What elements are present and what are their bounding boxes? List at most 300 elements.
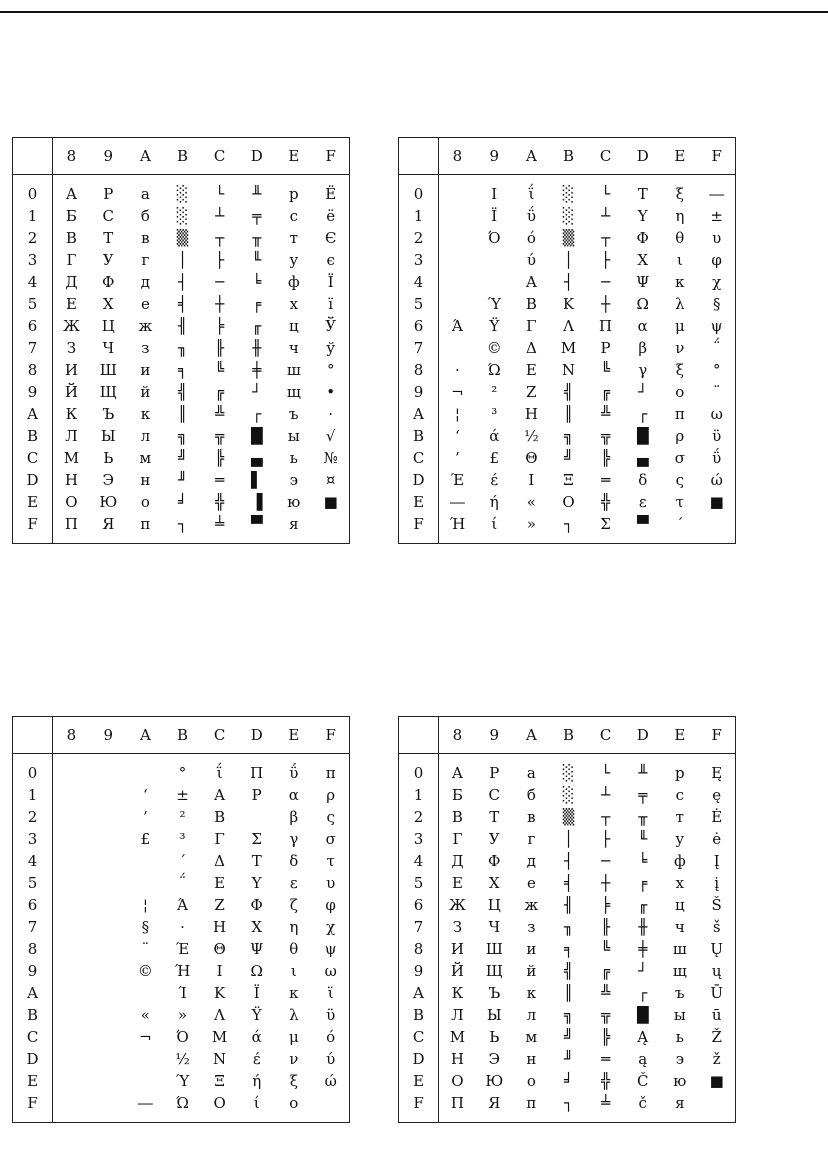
row-header: 7 [399,337,439,359]
glyph-cell [127,872,164,894]
column-header: C [587,138,624,175]
glyph-cell: φ [711,251,722,269]
glyph-cell: Φ [636,229,649,247]
glyph-cell: Α [214,786,226,804]
glyph-cell: Č [636,1072,649,1090]
row-header: 8 [399,359,439,381]
glyph-cell: έ [490,471,499,489]
table-row [13,806,350,828]
glyph-cell: Ύ [175,1072,190,1090]
glyph-cell: ░ [176,185,189,203]
glyph-cell: Б [451,786,463,804]
glyph-cell: с [289,207,299,225]
table-row [399,1004,736,1026]
glyph-cell: ▀ [636,515,649,533]
glyph-cell: ╨ [252,185,262,203]
glyph-cell: β [638,339,648,357]
column-header: A [513,138,550,175]
glyph-cell: ³ [179,830,186,848]
glyph-cell: ΰ [712,449,722,467]
glyph-cell: й [526,962,537,980]
glyph-cell: ╟ [215,339,225,357]
glyph-cell: С [102,207,115,225]
glyph-cell: Μ [211,1028,228,1046]
glyph-cell: Б [65,207,77,225]
glyph-cell: У [488,830,500,848]
glyph-cell [127,982,164,1004]
glyph-cell: Є [324,229,337,247]
glyph-cell: Θ [525,449,538,467]
glyph-cell: ╦ [601,427,611,445]
glyph-cell: Ψ [250,940,264,958]
glyph-cell: σ [674,449,685,467]
glyph-cell: ▄ [250,449,263,467]
row-header: 0 [13,754,53,785]
glyph-cell [90,1026,127,1048]
glyph-cell: Й [64,383,78,401]
corner-cell [399,717,439,754]
table-row [13,982,350,1004]
glyph-cell: № [323,449,338,467]
glyph-cell: ╥ [252,229,262,247]
table-row [399,1026,736,1048]
column-header: A [513,717,550,754]
glyph-cell [439,271,476,293]
glyph-cell: Ε [525,361,537,379]
glyph-cell: ь [675,1028,684,1046]
glyph-cell: ┬ [601,229,611,247]
glyph-cell: ο [675,383,685,401]
glyph-cell: й [140,383,151,401]
row-header: F [399,1092,439,1123]
glyph-cell: ╝ [563,1028,573,1046]
glyph-cell: ╓ [252,317,262,335]
glyph-cell: ╓ [638,896,648,914]
glyph-cell: ― [709,185,725,203]
code-table [398,716,736,1123]
glyph-cell: Γ [214,830,225,848]
glyph-cell: ΐ [216,764,223,782]
glyph-cell: ▄ [636,449,649,467]
table-row [13,249,350,271]
glyph-cell: щ [286,383,301,401]
glyph-cell: υ [326,874,336,892]
glyph-cell [439,337,476,359]
glyph-cell: ╗ [177,427,187,445]
glyph-cell: Ό [488,229,501,247]
column-header: D [238,138,275,175]
glyph-cell: ų [711,962,722,980]
glyph-cell: ┌ [638,984,648,1002]
glyph-cell: р [675,764,685,782]
glyph-cell: ς [326,808,335,826]
glyph-cell: а [140,185,150,203]
row-header: B [13,1004,53,1026]
glyph-cell: █ [250,427,263,445]
glyph-cell: ь [289,449,298,467]
glyph-cell: ў [326,339,336,357]
glyph-cell: ² [179,808,186,826]
glyph-cell [90,828,127,850]
glyph-cell: Ą [637,1028,649,1046]
row-header: 8 [13,938,53,960]
glyph-cell: о [526,1072,536,1090]
column-header: F [698,138,735,175]
glyph-cell: ┐ [177,515,187,533]
glyph-cell [698,513,735,544]
glyph-cell: Й [450,962,464,980]
column-header: A [127,717,164,754]
glyph-cell: Т [489,808,500,826]
glyph-cell: ό [526,229,536,247]
glyph-cell: Я [102,515,115,533]
glyph-cell: ═ [601,471,611,489]
glyph-cell: ┐ [563,515,573,533]
glyph-cell: « [526,493,536,511]
glyph-cell: М [63,449,80,467]
table-row [13,293,350,315]
glyph-cell: ╘ [638,852,648,870]
glyph-cell: ╗ [563,1006,573,1024]
glyph-cell: Κ [562,295,575,313]
glyph-cell: ░ [562,786,575,804]
glyph-cell: я [289,515,299,533]
column-header: F [312,717,349,754]
glyph-cell: ε [638,493,647,511]
glyph-cell [698,1092,735,1123]
glyph-cell: ▌ [250,471,263,489]
glyph-cell: ┌ [638,405,648,423]
glyph-cell: ╬ [215,493,225,511]
row-header: 4 [399,850,439,872]
glyph-cell: В [65,229,77,247]
glyph-cell: Ξ [563,471,574,489]
glyph-cell: Ω [636,295,649,313]
row-header: 4 [399,271,439,293]
glyph-cell: Ю [99,493,118,511]
glyph-cell: Л [65,427,78,445]
glyph-cell: Д [451,852,464,870]
glyph-cell: Τ [637,185,648,203]
glyph-cell: д [140,273,150,291]
glyph-cell: Р [103,185,114,203]
glyph-cell: б [140,207,150,225]
glyph-cell: ύ [526,251,536,269]
column-header: B [164,138,201,175]
column-header: B [550,717,587,754]
glyph-cell: ί [491,515,498,533]
row-header: 9 [13,960,53,982]
glyph-cell: ΰ [526,207,536,225]
column-header: E [661,138,698,175]
glyph-cell: Υ [637,207,648,225]
glyph-cell: э [289,471,299,489]
glyph-cell: Ϊ [253,984,260,1002]
table-row [399,1092,736,1123]
glyph-cell [53,1026,90,1048]
glyph-cell: ν [675,339,685,357]
table-row [13,491,350,513]
glyph-cell: κ [675,273,685,291]
row-header: 2 [13,227,53,249]
row-header: 2 [399,227,439,249]
glyph-cell: Į [713,852,720,870]
glyph-cell: ╪ [252,361,262,379]
glyph-cell: ½ [175,1050,190,1068]
glyph-cell: в [527,808,536,826]
glyph-cell: Ω [250,962,263,980]
glyph-cell: § [712,295,721,313]
row-header: C [399,1026,439,1048]
row-header: A [399,982,439,1004]
glyph-cell: √ [325,427,336,445]
glyph-cell: Ζ [526,383,537,401]
glyph-cell: Э [102,471,115,489]
column-header: C [587,717,624,754]
glyph-cell [439,175,476,206]
glyph-cell: Ι [491,185,498,203]
column-header: 8 [53,138,90,175]
glyph-cell: ν [289,1050,299,1068]
glyph-cell: ± [176,786,189,804]
glyph-cell: ώ [324,1072,337,1090]
glyph-cell: ы [287,427,300,445]
glyph-cell [90,960,127,982]
glyph-cell: Β [214,808,226,826]
glyph-cell: Έ [450,471,465,489]
glyph-cell: ┴ [215,207,225,225]
glyph-cell [90,872,127,894]
glyph-cell: ρ [675,427,685,445]
table-row [13,1092,350,1123]
glyph-cell: η [289,918,299,936]
glyph-cell: ¦ [142,896,148,914]
glyph-cell: Ή [449,515,466,533]
glyph-cell [439,205,476,227]
glyph-cell [312,1092,349,1123]
glyph-cell: Ι [528,471,535,489]
row-header: 5 [399,293,439,315]
table-row [399,227,736,249]
table-row [399,447,736,469]
table-row [399,916,736,938]
top-rule [0,11,828,13]
glyph-cell: я [675,1094,685,1112]
glyph-cell: З [452,918,463,936]
glyph-cell: ╝ [177,449,187,467]
glyph-cell: ъ [289,405,299,423]
glyph-cell: Г [66,251,77,269]
table-row [13,916,350,938]
glyph-cell: е [140,295,150,313]
glyph-cell: Χ [637,251,649,269]
glyph-cell [90,916,127,938]
column-header: E [275,717,312,754]
glyph-cell: к [526,984,537,1002]
column-header: E [275,138,312,175]
glyph-cell: ╠ [215,449,225,467]
table-row [399,403,736,425]
glyph-cell: Щ [485,962,503,980]
glyph-cell: э [675,1050,685,1068]
table-row [399,359,736,381]
glyph-cell: ╨ [638,764,648,782]
glyph-cell [238,806,275,828]
glyph-cell: ° [326,361,335,379]
glyph-cell: ά [489,427,500,445]
column-header: D [624,717,661,754]
glyph-cell: Ώ [176,1094,189,1112]
column-header: 8 [439,717,476,754]
table-row [13,1026,350,1048]
glyph-cell: ═ [215,471,225,489]
table-row [399,469,736,491]
glyph-cell: ╠ [601,449,611,467]
glyph-cell: φ [325,896,336,914]
table-row [399,938,736,960]
table-row [13,872,350,894]
glyph-cell: š [712,918,721,936]
column-header: 9 [476,138,513,175]
table-row [399,337,736,359]
glyph-cell: Λ [563,317,574,335]
glyph-cell: м [525,1028,538,1046]
glyph-cell: ζ [289,896,298,914]
glyph-cell: ╟ [601,918,611,936]
glyph-cell: χ [326,918,336,936]
glyph-cell: Ъ [488,984,501,1002]
glyph-cell [90,1004,127,1026]
glyph-cell: ╔ [215,383,225,401]
glyph-cell: ί [253,1094,260,1112]
glyph-cell: Ч [488,918,501,936]
glyph-cell: ┘ [252,383,262,401]
glyph-cell: ░ [562,764,575,782]
glyph-cell: Ž [711,1028,722,1046]
glyph-cell: ū [711,1006,722,1024]
row-header: 7 [13,337,53,359]
glyph-cell: ┴ [601,207,611,225]
table-row [399,754,736,785]
table-row [399,1070,736,1092]
table-row [13,784,350,806]
glyph-cell [90,850,127,872]
glyph-cell: л [140,427,151,445]
glyph-cell [312,513,349,544]
column-header: C [201,717,238,754]
glyph-cell: ξ [675,361,684,379]
glyph-cell: β [289,808,299,826]
glyph-cell: Ε [214,874,226,892]
table-row [13,359,350,381]
glyph-cell: К [65,405,78,423]
glyph-cell: ę [712,786,722,804]
glyph-cell: О [65,493,78,511]
glyph-cell: ė [712,830,722,848]
row-header: B [399,425,439,447]
glyph-cell: с [675,786,685,804]
glyph-cell: ╚ [601,940,611,958]
column-header: B [550,138,587,175]
glyph-cell: ΅ [178,874,187,892]
column-header: B [164,717,201,754]
row-header: 6 [399,315,439,337]
glyph-cell: τ [326,852,335,870]
glyph-cell [53,982,90,1004]
glyph-cell: ц [674,896,685,914]
glyph-cell: Ъ [102,405,115,423]
glyph-cell: █ [636,1006,649,1024]
glyph-cell: Ή [174,962,191,980]
glyph-cell: Д [65,273,78,291]
glyph-cell: ξ [675,185,684,203]
glyph-cell: Ί [178,984,187,1002]
table-row [399,491,736,513]
table-row [399,806,736,828]
glyph-cell: Ο [562,493,575,511]
glyph-cell [53,916,90,938]
glyph-cell: ╦ [215,427,225,445]
glyph-cell: ъ [675,984,685,1002]
glyph-cell: Ο [213,1094,226,1112]
table-row [13,1004,350,1026]
glyph-cell: ░ [562,207,575,225]
glyph-cell: ╒ [252,295,262,313]
glyph-cell: ■ [323,493,338,511]
glyph-cell: ё [326,207,336,225]
glyph-cell: σ [325,830,336,848]
glyph-cell: ą [638,1050,648,1068]
row-header: D [13,1048,53,1070]
glyph-cell: ž [712,1050,721,1068]
glyph-cell: ¨ [712,383,721,401]
glyph-cell: Ф [488,852,501,870]
glyph-cell: в [141,229,150,247]
glyph-cell: ▐ [250,493,263,511]
glyph-cell: ╕ [563,940,573,958]
glyph-cell: Ν [561,361,576,379]
row-header: 0 [13,175,53,206]
glyph-cell [53,784,90,806]
glyph-cell: ω [324,962,337,980]
glyph-cell: ▒ [562,808,575,826]
table-row [13,938,350,960]
column-header: A [127,138,164,175]
glyph-cell: Λ [214,1006,226,1024]
column-header: 9 [476,717,513,754]
glyph-cell: ά [251,1028,262,1046]
glyph-cell: α [637,317,648,335]
row-header: 9 [399,381,439,403]
glyph-cell: § [141,918,150,936]
glyph-cell: ╩ [601,984,611,1002]
code-table [12,716,350,1123]
glyph-cell: Ρ [600,339,611,357]
glyph-cell: ┐ [563,1094,573,1112]
glyph-cell [127,1070,164,1092]
glyph-cell: » [177,1006,188,1024]
glyph-cell: έ [252,1050,261,1068]
glyph-cell: Щ [99,383,117,401]
glyph-cell: Ϋ [489,317,500,335]
glyph-cell: │ [177,251,187,269]
glyph-cell [127,850,164,872]
glyph-cell: Ф [102,273,115,291]
glyph-cell: μ [288,1028,299,1046]
glyph-cell: ϊ [327,984,334,1002]
table-row [399,894,736,916]
glyph-cell: ю [287,493,301,511]
